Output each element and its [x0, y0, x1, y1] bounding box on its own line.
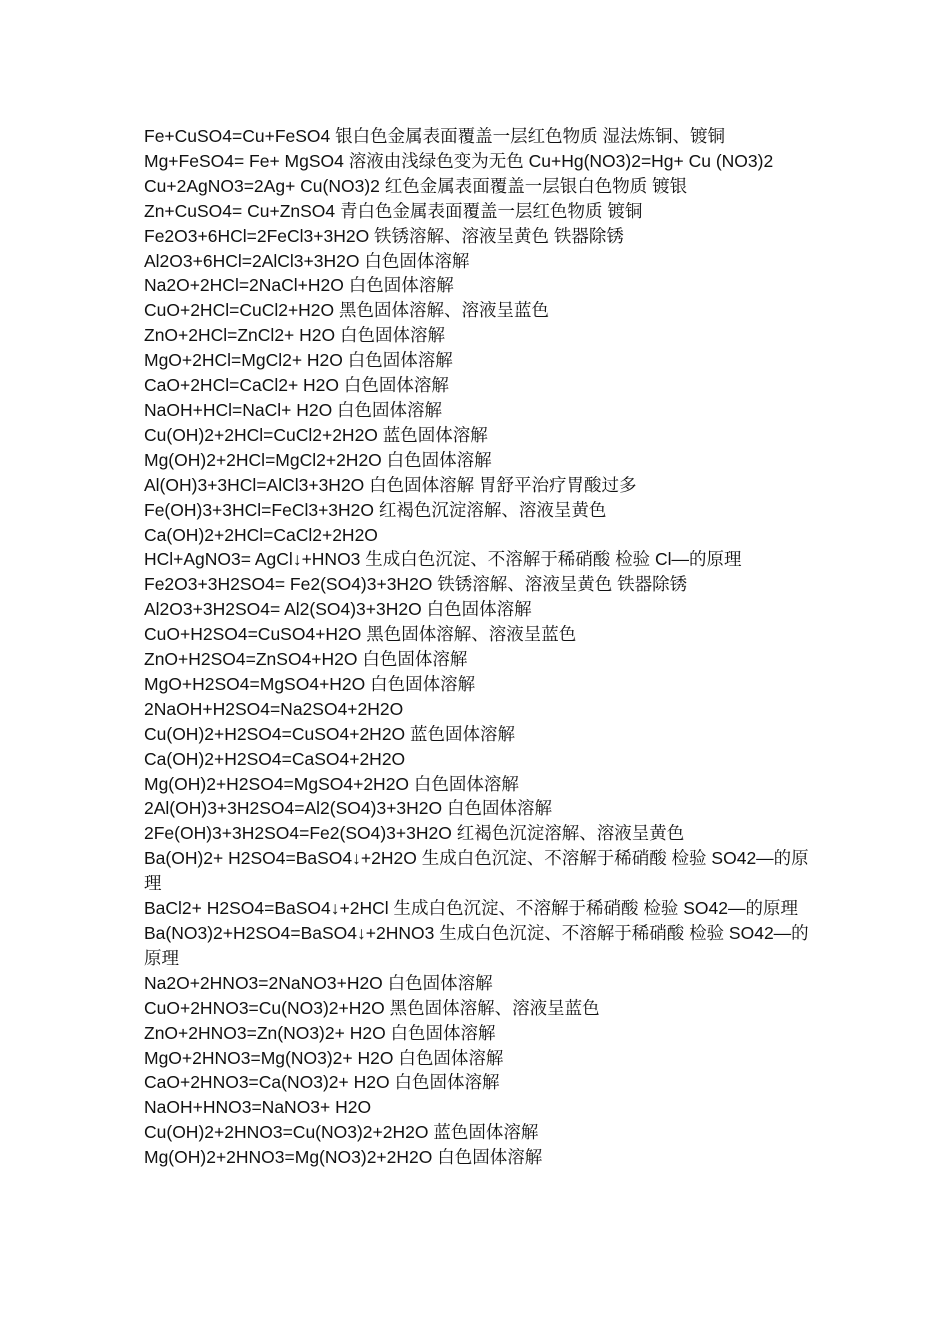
equation-line: Mg(OH)2+2HNO3=Mg(NO3)2+2H2O 白色固体溶解	[144, 1147, 543, 1168]
document-body	[144, 124, 812, 1170]
equation-line: NaOH+HNO3=NaNO3+ H2O	[144, 1097, 372, 1118]
equation-line: Ba(NO3)2+H2SO4=BaSO4↓+2HNO3 生成白色沉淀、不溶解于稀硝酸 检验 SO42—的原理	[144, 923, 809, 968]
equation-line: ZnO+2HNO3=Zn(NO3)2+ H2O 白色固体溶解	[144, 1022, 496, 1043]
equation-line: Mg(OH)2+H2SO4=MgSO4+2H2O 白色固体溶解	[144, 773, 519, 794]
equation-line: Fe+CuSO4=Cu+FeSO4 银白色金属表面覆盖一层红色物质 湿法炼铜、镀铜	[144, 126, 726, 146]
equation-line: CaO+2HNO3=Ca(NO3)2+ H2O 白色固体溶解	[144, 1072, 500, 1093]
equation-line: ZnO+2HCl=ZnCl2+ H2O 白色固体溶解	[144, 325, 445, 346]
equation-line: CuO+H2SO4=CuSO4+H2O 黑色固体溶解、溶液呈蓝色	[144, 624, 577, 645]
equation-line: MgO+2HCl=MgCl2+ H2O 白色固体溶解	[144, 350, 453, 371]
equation-line: Na2O+2HCl=2NaCl+H2O 白色固体溶解	[144, 275, 454, 296]
equation-line: Zn+CuSO4= Cu+ZnSO4 青白色金属表面覆盖一层红色物质 镀铜	[144, 200, 643, 221]
equation-line: CuO+2HNO3=Cu(NO3)2+H2O 黑色固体溶解、溶液呈蓝色	[144, 997, 600, 1018]
equation-line: MgO+H2SO4=MgSO4+H2O 白色固体溶解	[144, 673, 476, 694]
equation-line: Cu(OH)2+2HCl=CuCl2+2H2O 蓝色固体溶解	[144, 424, 488, 445]
equation-line: Cu+2AgNO3=2Ag+ Cu(NO3)2 红色金属表面覆盖一层银白色物质 镀银	[144, 175, 688, 196]
equation-line: Ca(OH)2+2HCl=CaCl2+2H2O	[144, 524, 378, 545]
equation-line: Ca(OH)2+H2SO4=CaSO4+2H2O	[144, 748, 406, 769]
equation-line: Fe2O3+6HCl=2FeCl3+3H2O 铁锈溶解、溶液呈黄色 铁器除锈	[144, 225, 624, 246]
equation-line: NaOH+HCl=NaCl+ H2O 白色固体溶解	[144, 399, 443, 420]
equation-line: HCl+AgNO3= AgCl↓+HNO3 生成白色沉淀、不溶解于稀硝酸 检验 Cl—的原理	[144, 549, 742, 570]
equation-line: MgO+2HNO3=Mg(NO3)2+ H2O 白色固体溶解	[144, 1047, 504, 1068]
equation-line: Cu(OH)2+H2SO4=CuSO4+2H2O 蓝色固体溶解	[144, 723, 516, 744]
equation-line: Fe(OH)3+3HCl=FeCl3+3H2O 红褐色沉淀溶解、溶液呈黄色	[144, 499, 607, 520]
equation-line: Na2O+2HNO3=2NaNO3+H2O 白色固体溶解	[144, 972, 493, 993]
equation-line: 2Al(OH)3+3H2SO4=Al2(SO4)3+3H2O 白色固体溶解	[144, 798, 552, 819]
equation-line: Ba(OH)2+ H2SO4=BaSO4↓+2H2O 生成白色沉淀、不溶解于稀硝酸 检验 SO42—的原理	[144, 848, 809, 894]
equation-line: Mg(OH)2+2HCl=MgCl2+2H2O 白色固体溶解	[144, 449, 492, 470]
equation-line: 2NaOH+H2SO4=Na2SO4+2H2O	[144, 698, 404, 719]
equation-line: Al2O3+6HCl=2AlCl3+3H2O 白色固体溶解	[144, 250, 470, 271]
equation-line: BaCl2+ H2SO4=BaSO4↓+2HCl 生成白色沉淀、不溶解于稀硝酸 检验 SO42—的原理	[144, 898, 798, 919]
equation-line: Mg+FeSO4= Fe+ MgSO4 溶液由浅绿色变为无色 Cu+Hg(NO3)2=Hg+ Cu (NO3)2	[144, 150, 774, 171]
equation-line: Al2O3+3H2SO4= Al2(SO4)3+3H2O 白色固体溶解	[144, 599, 532, 620]
equation-line: Al(OH)3+3HCl=AlCl3+3H2O 白色固体溶解 胃舒平治疗胃酸过多	[144, 474, 637, 495]
equation-line: 2Fe(OH)3+3H2SO4=Fe2(SO4)3+3H2O 红褐色沉淀溶解、溶液呈黄色	[144, 823, 685, 844]
equation-line: Cu(OH)2+2HNO3=Cu(NO3)2+2H2O 蓝色固体溶解	[144, 1122, 539, 1143]
equation-line: CuO+2HCl=CuCl2+H2O 黑色固体溶解、溶液呈蓝色	[144, 300, 550, 321]
equation-line: CaO+2HCl=CaCl2+ H2O 白色固体溶解	[144, 375, 449, 396]
equation-line: Fe2O3+3H2SO4= Fe2(SO4)3+3H2O 铁锈溶解、溶液呈黄色 铁器除锈	[144, 574, 688, 595]
equation-line: ZnO+H2SO4=ZnSO4+H2O 白色固体溶解	[144, 649, 468, 670]
